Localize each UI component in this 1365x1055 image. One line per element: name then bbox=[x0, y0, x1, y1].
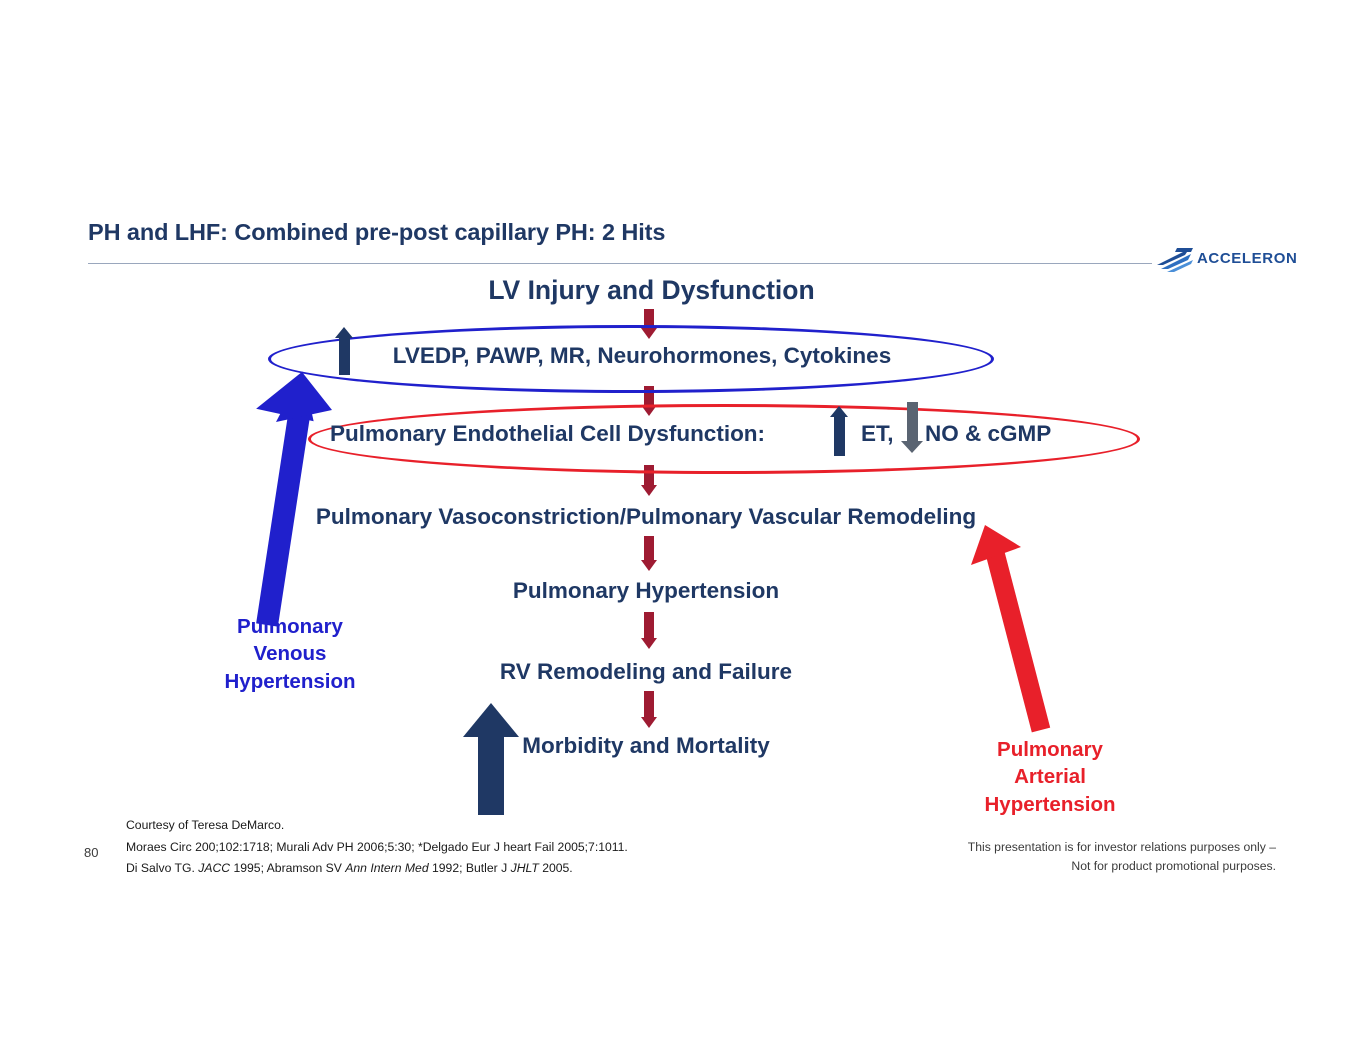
reference-line-2: Moraes Circ 200;102:1718; Murali Adv PH 2006;5:30; *Delgado Eur J heart Fail 2005;7:1011. bbox=[126, 839, 628, 854]
arrow-rv-to-morbidity bbox=[641, 691, 657, 729]
node-pulmonary-hypertension: Pulmonary Hypertension bbox=[512, 578, 780, 603]
node-lvedp: LVEDP, PAWP, MR, Neurohormones, Cytokines bbox=[392, 343, 892, 368]
node-rv-remodeling-failure: RV Remodeling and Failure bbox=[499, 659, 793, 684]
up-arrow-morbidity-icon bbox=[463, 703, 519, 815]
node-pecd-et: ET, bbox=[861, 421, 894, 446]
ref3-part-g: 2005. bbox=[538, 861, 573, 876]
node-lv-injury: LV Injury and Dysfunction bbox=[488, 275, 815, 305]
disclaimer-line-1: This presentation is for investor relations purposes only – bbox=[967, 840, 1276, 854]
callout-pulmonary-arterial-hypertension: Pulmonary Arterial Hypertension bbox=[984, 738, 1116, 816]
node-morbidity-mortality: Morbidity and Mortality bbox=[522, 733, 770, 758]
page-number: 80 bbox=[84, 845, 99, 860]
ref3-jacc: JACC bbox=[198, 861, 231, 876]
references-block bbox=[126, 815, 628, 880]
logo-text: ACCELERON bbox=[1197, 250, 1298, 267]
ref3-part-e: 1992; Butler J bbox=[428, 861, 511, 876]
blue-callout-arrow-icon bbox=[240, 370, 350, 635]
reference-line-3 bbox=[126, 858, 628, 880]
up-arrow-et-icon bbox=[829, 406, 851, 456]
node-pecd-prefix: Pulmonary Endothelial Cell Dysfunction: bbox=[330, 421, 766, 446]
acceleron-logo bbox=[1155, 243, 1298, 275]
callout-pulmonary-venous-hypertension: Pulmonary Venous Hypertension bbox=[224, 615, 356, 693]
ref3-anninternmed: Ann Intern Med bbox=[345, 861, 429, 876]
arrow-vaso-to-ph bbox=[641, 536, 657, 572]
node-vasoconstriction-remodeling: Pulmonary Vasoconstriction/Pulmonary Vascular Remodeling bbox=[315, 504, 977, 529]
disclaimer-block bbox=[820, 838, 1276, 876]
arrow-ph-to-rv bbox=[641, 612, 657, 650]
ref3-part-a: Di Salvo TG. bbox=[126, 861, 199, 876]
disclaimer-line-2: Not for product promotional purposes. bbox=[1071, 858, 1276, 873]
node-pecd-no-cgmp: NO & cGMP bbox=[925, 421, 1052, 446]
reference-courtesy: Courtesy of Teresa DeMarco. bbox=[126, 818, 285, 832]
red-callout-arrow-icon bbox=[955, 525, 1065, 740]
page-title: PH and LHF: Combined pre-post capillary PH: 2 Hits bbox=[88, 219, 666, 245]
ref3-part-c: 1995; Abramson SV bbox=[230, 861, 346, 876]
ref3-jhlt: JHLT bbox=[510, 861, 539, 876]
header-divider bbox=[88, 263, 1152, 264]
down-arrow-no-cgmp-icon bbox=[901, 402, 925, 454]
